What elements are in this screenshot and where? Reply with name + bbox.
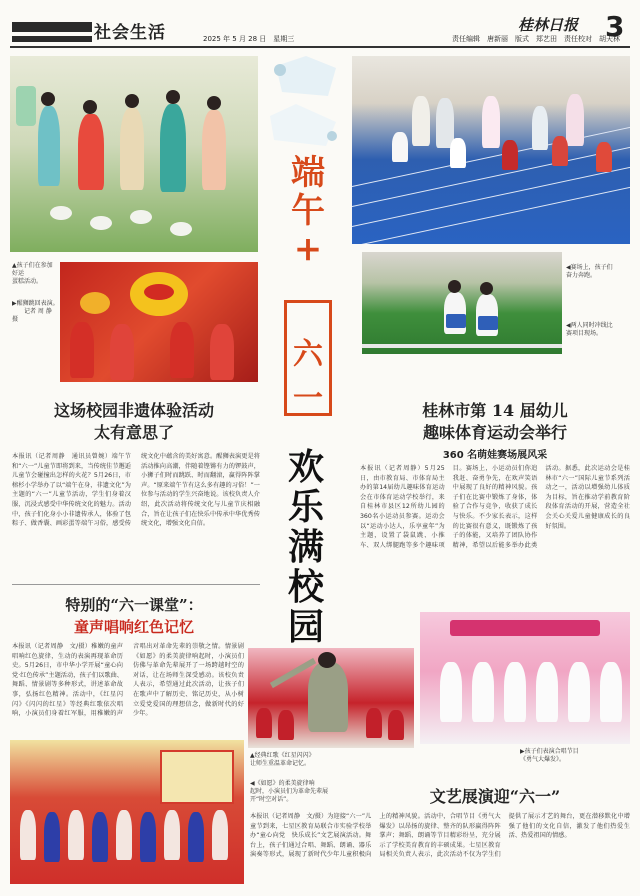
article2-body: 本报讯（记者周静）5月25日，由市教育局、市体育局主办的第14届幼儿趣味体育运动会在市体育运动学校举行，来自桂林市县区12所幼儿园的360名小运动员参赛。运动会以“运动小达人，乐享童年”为主题，设置了袋鼠跳、小推车、双人绑腿跑等多个趣味项目。赛场上，小运动员们你追我赶、奋勇争先，在欢声笑语中展现了良好的精神风貌。孩子们在比赛中锻炼了身体，体验了合作与竞争，收获了成长与快乐。不少家长表示，这样的比赛很有意义，既锻炼了孩子的体能，又培养了团队协作精神，希望以后能多举办此类活动。据悉，此次运动会是桂林市“六一”国际儿童节系列活动之一，活动以增强幼儿体质为目标，旨在推动学前教育阶段体育活动的开展，营造全社会关心关爱儿童健康成长的良好氛围。 (360, 465, 630, 549)
photo-red-song (248, 648, 414, 748)
photo-costume-kids (10, 56, 258, 252)
article1-title (14, 400, 254, 444)
article3-body: 本报讯（记者周静 文/摄）稚嫩的童声唱响红色旋律，生动的表演再现革命历史。5月26日，市中华小学开展“童心向党·红色传承”主题活动，孩子们以歌曲、舞蹈、情景剧等多种形式，讲述革命故事，弘扬红色精神。活动中，《红星闪闪》《闪闪的红星》等经典红歌依次唱响，小演员们身着红军服，用稚嫩的声音唱出对革命先辈的崇敬之情。情景剧《如愿》的柔美旋律响起时，小演员们仿佛与革命先辈展开了一场跨越时空的对话，让在场师生深受感动。该校负责人表示，希望通过此次活动，让孩子们在歌声中了解历史、铭记历史，从小树立爱党爱国的理想信念，做新时代的好少年。 (12, 643, 244, 718)
section-bar-gap (12, 32, 92, 36)
caption-ruyuan: ◀《如愿》的柔美旋律响 起时，小演员们为革命先辈展 开“时空对话”。 (250, 780, 329, 803)
theme-banner (266, 56, 346, 648)
caption-race: ◀赛场上，孩子们 奋力奔跑。 (566, 264, 613, 279)
article3-title (14, 594, 254, 638)
article3-title-line1: 特别的“六一课堂”： (65, 596, 203, 614)
article2-subtitle: 360 名萌娃赛场展风采 (442, 450, 548, 461)
article1-title-line2: 太有意思了 (93, 423, 174, 442)
article2-title (360, 400, 630, 444)
caption-red-song: ▲经典红歌《红星闪闪》 让师生重温革命记忆。 (250, 752, 315, 767)
caption-choir: ▶孩子们表演合唱节目 《勇气大爆发》。 (520, 748, 579, 763)
page-number: 3 (605, 10, 625, 43)
banner-line2: 欢乐满校园 (287, 447, 324, 648)
photo-choir (420, 612, 630, 744)
caption-lion-dance: ▶醒狮跳回表演。 记者 周 静 摄 (12, 300, 59, 323)
article1-rule (12, 584, 260, 585)
photo-stage-performance (10, 740, 244, 884)
article3-title-line2: 童声唱响红色记忆 (73, 618, 194, 636)
newspaper-logo: 桂林日报 (518, 16, 579, 34)
banner-line1: 端午+ (291, 153, 325, 269)
article1-title-line1: 这场校园非遗体验活动 (53, 401, 214, 420)
photo-track-race (352, 56, 630, 244)
photo-lion-dance (60, 262, 258, 382)
header-rule (10, 46, 630, 48)
article2-title-line1: 桂林市第 14 届幼儿 (422, 401, 568, 420)
article4-title: 文艺展演迎“六一” (429, 787, 561, 806)
date-line: 2025 年 5 月 28 日 星期三 (203, 35, 295, 43)
article2-title-line2: 趣味体育运动会举行 (422, 423, 567, 442)
photo-two-kids-running (362, 252, 562, 354)
editor-credits: 责任编辑 唐新丽 版式 郑艺田 责任校对 胡天林 (452, 35, 620, 43)
banner-box (284, 300, 332, 416)
caption-finish-line: ◀两人同时冲线比 赛项目现场。 (566, 322, 613, 337)
article4-body: 本报讯（记者周静 文/摄）为迎接“六一”儿童节到来，七星区教育局联合市实验学校举办“童心向党 快乐成长”文艺展演活动。舞台上，孩子们通过合唱、舞蹈、朗诵、器乐演奏等形式，展现了新时代少年儿童积极向上的精神风貌。活动中，合唱节目《勇气大爆发》以昂扬的旋律、整齐的队形赢得阵阵掌声；舞蹈、朗诵等节目精彩纷呈，充分展示了学校美育教育的丰硕成果。七星区教育局相关负责人表示，此次活动不仅为学生们提供了展示才艺的舞台，更在潜移默化中增强了他们的文化自信，激发了他们热爱生活、热爱祖国的情感。 (250, 813, 630, 859)
banner-box-text: 六一 (293, 337, 323, 416)
caption-costume: ▲孩子们在参加好运 蛋糕活动。 (12, 262, 53, 285)
article1-body: 本报讯（记者周静 通讯员曾婉）端午节和“六一”儿童节即将到来，当传统佳节邂逅儿童节会碰撞出怎样的火花？5月26日，市榕杉小学举办了以“端午在身，非遗文化”为主题的“六一”儿童节活动，学生们身着汉服，沉浸式感受中华传统文化的魅力。活动中，孩子们化身小小非遗传承人，体验了包粽子、做香囊、画彩蛋等端午习俗，感受传统文化中蕴含的美好寓意。醒狮表演更是将活动推向高潮，伴随着铿锵有力的锣鼓声，小狮子们时而跳跃、时而翻滚，赢得阵阵掌声。“原来端午节有这么多有趣的习俗！”一位参与活动的学生兴奋地说。该校负责人介绍，此次活动将传统文化与儿童节庆相融合，旨在让孩子们在快乐中传承中华优秀传统文化，增强文化自信。 (12, 453, 260, 528)
section-title: 社会生活 (94, 23, 166, 43)
